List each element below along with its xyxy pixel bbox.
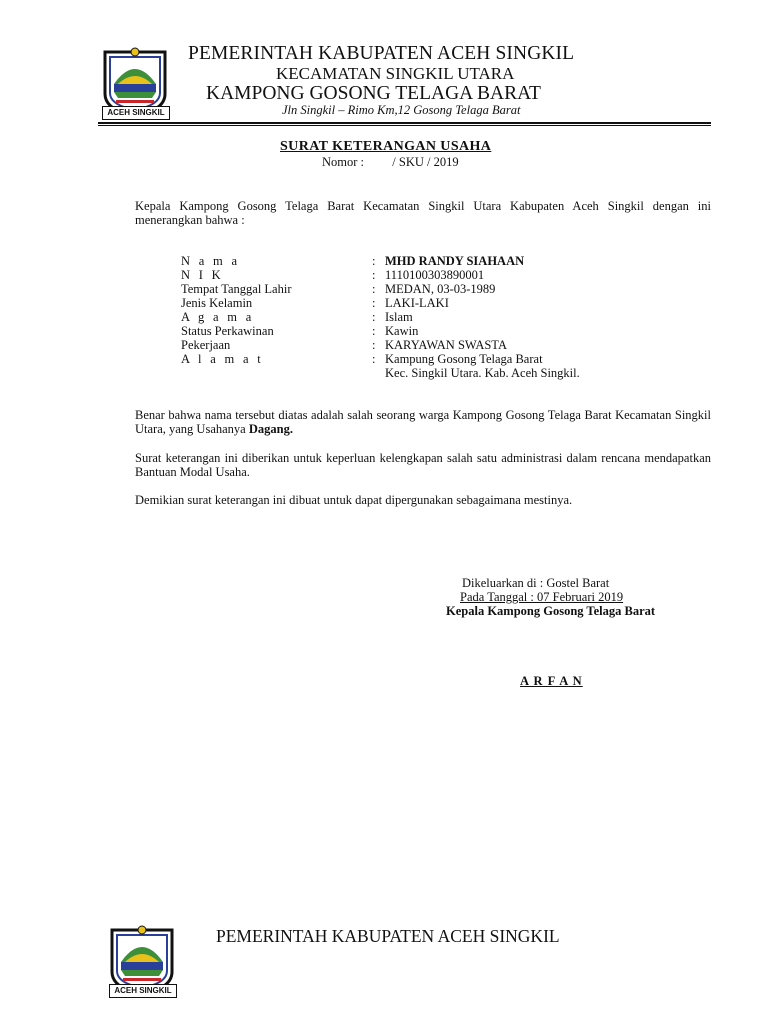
footer-government: PEMERINTAH KABUPATEN ACEH SINGKIL	[216, 926, 560, 946]
header-rule-thin	[98, 125, 711, 126]
field-label-agama: A g a m a	[181, 310, 255, 324]
purpose-paragraph: Surat keterangan ini diberikan untuk keperluan kelengkapan salah satu administrasi dalam rencana mendapatkan Bantuan Modal Usaha.	[135, 451, 711, 479]
signatory-position: Kepala Kampong Gosong Telaga Barat	[446, 604, 656, 618]
logo-caption: ACEH SINGKIL	[102, 106, 170, 120]
field-label-occupation: Pekerjaan	[181, 338, 231, 352]
field-label-alamat: A l a m a t	[181, 352, 264, 366]
field-value-nik: 1110100303890001	[385, 268, 485, 282]
field-colon: :	[372, 338, 376, 352]
document-number	[322, 155, 459, 170]
field-value-alamat: Kampung Gosong Telaga Barat	[385, 352, 543, 366]
field-label-nama: N a m a	[181, 254, 240, 268]
signatory-name: A R F A N	[520, 674, 583, 688]
nomor-label: Nomor :	[322, 155, 365, 169]
document-title: SURAT KETERANGAN USAHA	[280, 139, 492, 154]
field-value-marital: Kawin	[385, 324, 419, 338]
statement-paragraph	[135, 408, 711, 436]
issued-date: Pada Tanggal : 07 Februari 2019	[460, 590, 624, 604]
header-village: KAMPONG GOSONG TELAGA BARAT	[206, 83, 541, 104]
header-government: PEMERINTAH KABUPATEN ACEH SINGKIL	[188, 43, 575, 64]
header-address: Jln Singkil – Rimo Km,12 Gosong Telaga Barat	[282, 103, 521, 117]
aceh-singkil-logo-footer	[107, 922, 177, 997]
closing-paragraph: Demikian surat keterangan ini dibuat untuk dapat dipergunakan sebagaimana mestinya.	[135, 493, 573, 507]
aceh-singkil-logo	[100, 44, 170, 119]
field-value-gender: LAKI-LAKI	[385, 296, 449, 310]
nomor-value: / SKU / 2019	[392, 155, 459, 169]
field-label-nik: N I K	[181, 268, 224, 282]
field-colon: :	[372, 268, 376, 282]
field-colon: :	[372, 310, 376, 324]
field-value-agama: Islam	[385, 310, 413, 324]
statement-text: Benar bahwa nama tersebut diatas adalah salah seorang warga Kampong Gosong Telaga Barat Kecamatan Singkil Utara, yang Usahanya	[135, 408, 711, 436]
intro-paragraph: Kepala Kampong Gosong Telaga Barat Kecamatan Singkil Utara Kabupaten Aceh Singkil dengan ini menerangkan bahwa :	[135, 199, 711, 227]
field-colon: :	[372, 254, 376, 268]
header-district: KECAMATAN SINGKIL UTARA	[276, 64, 515, 83]
field-label-ttl: Tempat Tanggal Lahir	[181, 282, 292, 296]
header-rule-thick	[98, 122, 711, 124]
field-label-gender: Jenis Kelamin	[181, 296, 253, 310]
field-colon: :	[372, 352, 376, 366]
field-value-nama: MHD RANDY SIAHAAN	[385, 254, 525, 268]
field-value-occupation: KARYAWAN SWASTA	[385, 338, 507, 352]
field-colon: :	[372, 324, 376, 338]
logo-caption: ACEH SINGKIL	[109, 984, 177, 998]
business-type: Dagang.	[248, 422, 293, 436]
field-label-marital: Status Perkawinan	[181, 324, 274, 338]
field-value-ttl: MEDAN, 03-03-1989	[385, 282, 496, 296]
field-colon: :	[372, 282, 376, 296]
issued-place: Dikeluarkan di : Gostel Barat	[462, 576, 610, 590]
field-value-alamat-line2: Kec. Singkil Utara. Kab. Aceh Singkil.	[385, 366, 580, 380]
field-colon: :	[372, 296, 376, 310]
